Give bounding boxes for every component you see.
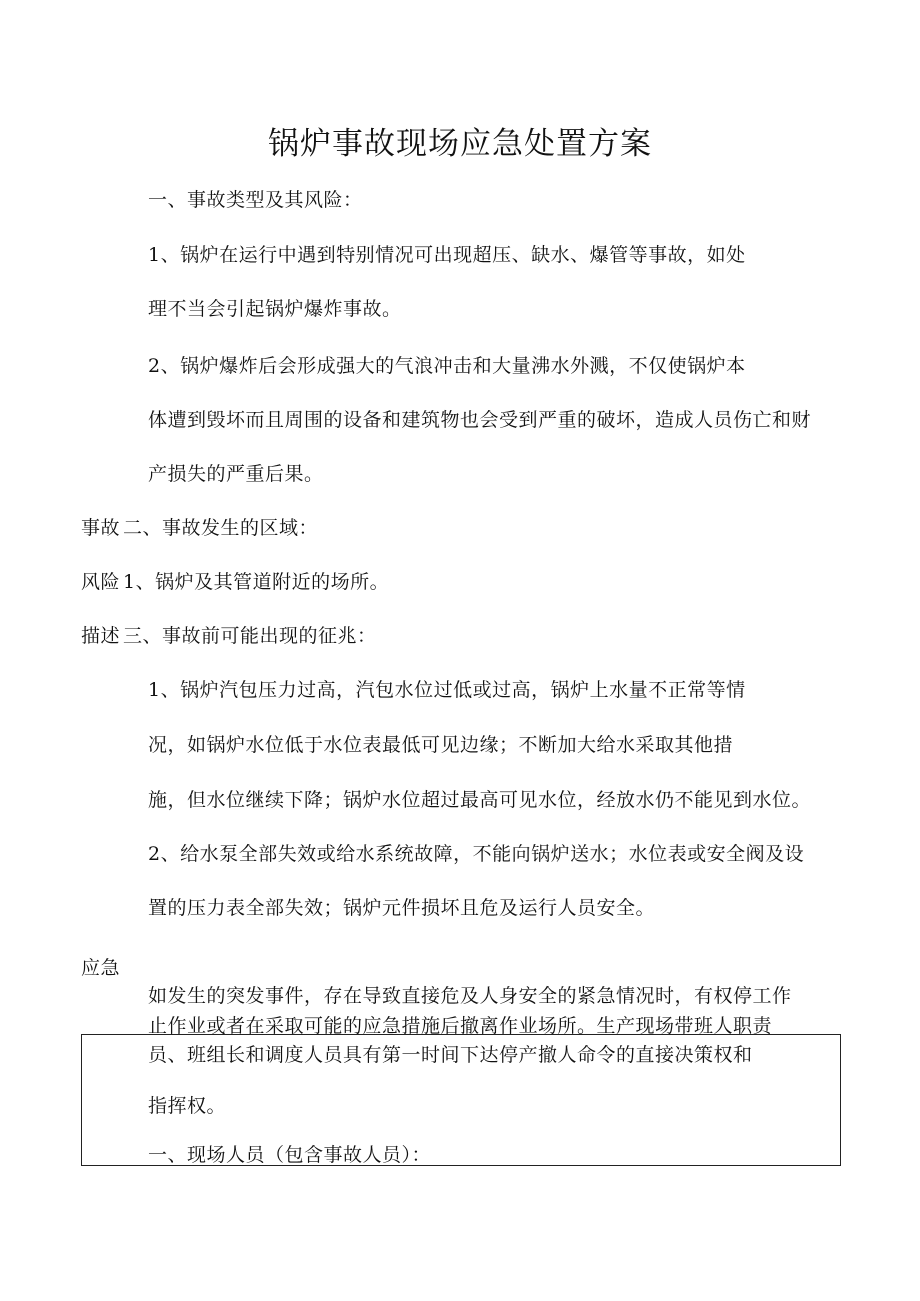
paragraph-line: 1、锅炉在运行中遇到特别情况可出现超压、缺水、爆管等事故，如处 [148, 244, 746, 266]
margin-label: 描述 [81, 625, 121, 647]
paragraph-line: 指挥权。 [148, 1095, 227, 1117]
paragraph-line: 置的压力表全部失效；锅炉元件损坏且危及运行人员安全。 [148, 897, 656, 919]
paragraph-line: 施，但水位继续下降；锅炉水位超过最高可见水位，经放水仍不能见到水位。 [148, 789, 812, 811]
paragraph-line: 2、给水泵全部失效或给水系统故障，不能向锅炉送水；水位表或安全阀及设 [148, 843, 805, 865]
paragraph-line: 产损失的严重后果。 [148, 463, 324, 485]
section-heading-onsite-personnel: 一、现场人员（包含事故人员）： [148, 1144, 432, 1166]
paragraph-line: 如发生的突发事件，存在导致直接危及人身安全的紧急情况时，有权停工作 [148, 985, 792, 1007]
paragraph-line: 体遭到毁坏而且周围的设备和建筑物也会受到严重的破坏，造成人员伤亡和财 [148, 409, 812, 431]
paragraph-line: 止作业或者在采取可能的应急措施后撤离作业场所。生产现场带班人职责 [148, 1015, 773, 1037]
margin-label: 事故 [81, 517, 121, 539]
section-heading-accident-types: 一、事故类型及其风险： [148, 189, 363, 211]
margin-label: 风险 [81, 571, 121, 593]
section-heading-warning-signs: 三、事故前可能出现的征兆： [123, 625, 377, 647]
paragraph-line: 1、锅炉及其管道附近的场所。 [123, 571, 390, 593]
margin-label: 应急 [81, 957, 121, 979]
paragraph-line: 2、锅炉爆炸后会形成强大的气浪冲击和大量沸水外溅，不仅使锅炉本 [148, 355, 746, 377]
section-heading-accident-area: 二、事故发生的区域： [123, 517, 319, 539]
document-title: 锅炉事故现场应急处置方案 [268, 126, 652, 162]
paragraph-line: 理不当会引起锅炉爆炸事故。 [148, 298, 402, 320]
paragraph-line: 况，如锅炉水位低于水位表最低可见边缘；不断加大给水采取其他措 [148, 734, 734, 756]
paragraph-line: 员、班组长和调度人员具有第一时间下达停产撤人命令的直接决策权和 [148, 1044, 753, 1066]
paragraph-line: 1、锅炉汽包压力过高，汽包水位过低或过高，锅炉上水量不正常等情 [148, 679, 746, 701]
